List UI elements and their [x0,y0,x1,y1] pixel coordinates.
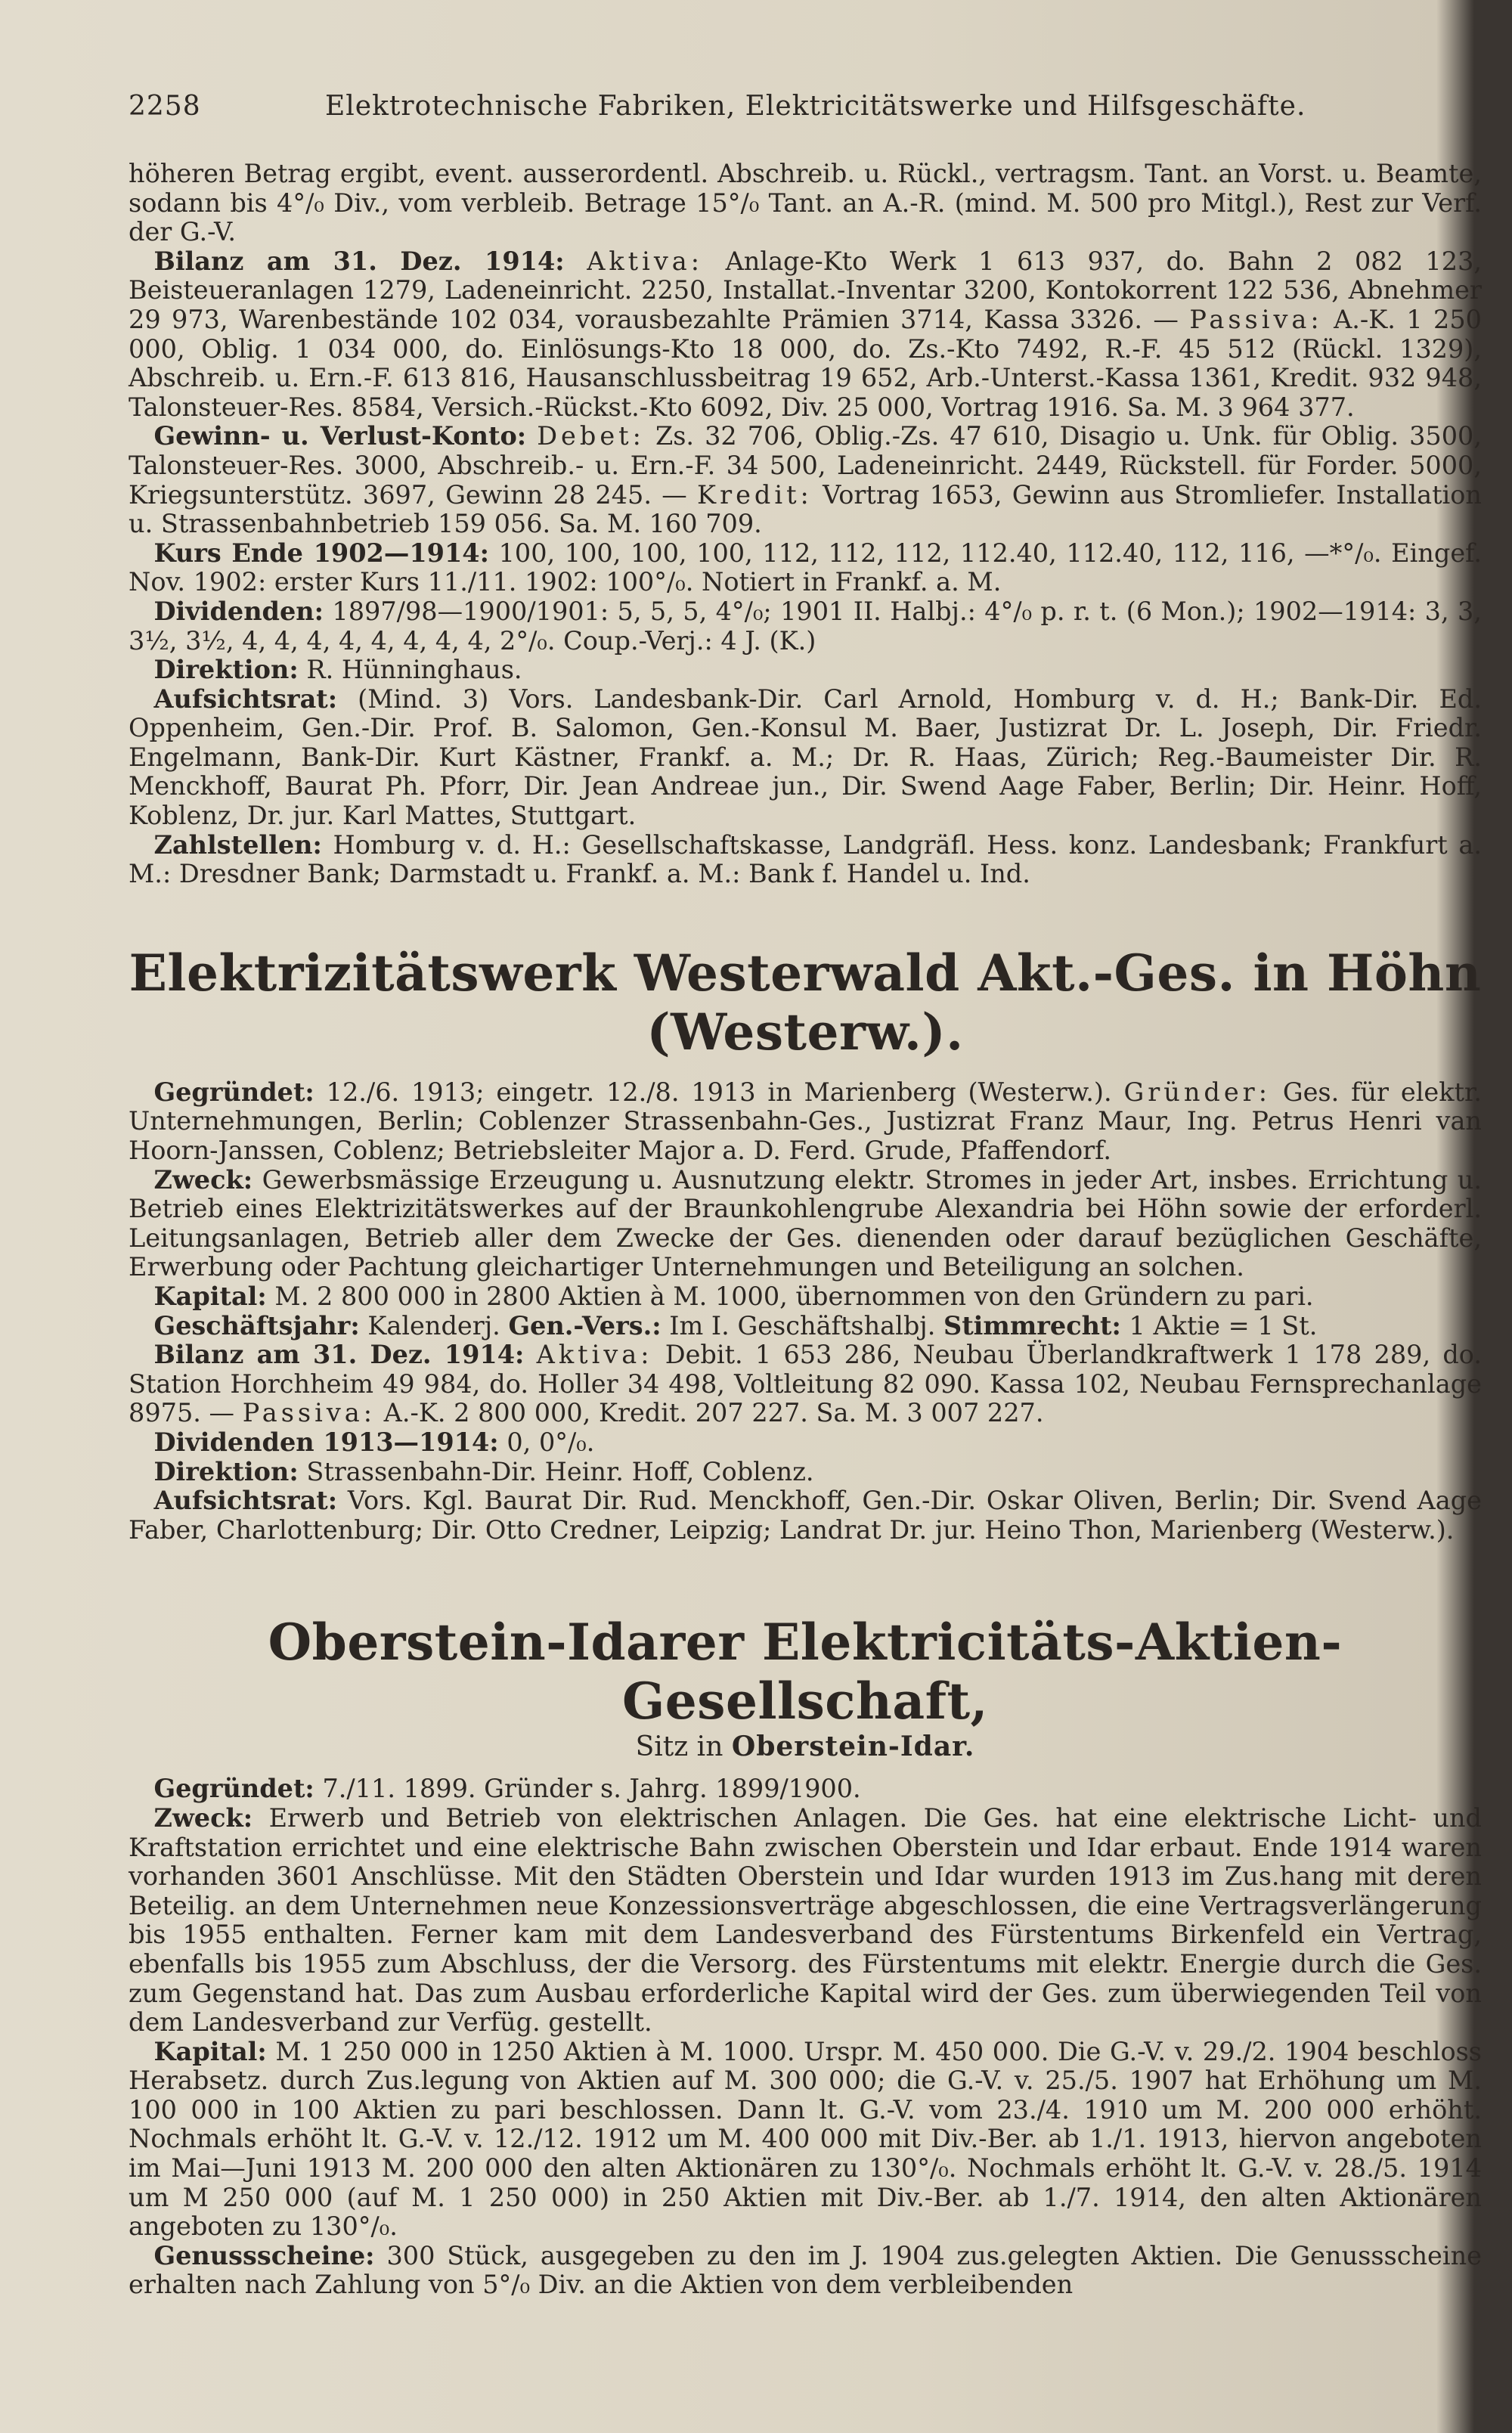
price-label: Kurs Ende 1902—1914: [153,538,489,568]
running-title: Elektrotechnische Fabriken, Elektricitätswerke und Hilfsgeschäfte. [325,91,1306,122]
westerwald-founded-paragraph [129,1078,1482,1166]
founders-label: Gründer: [1123,1077,1271,1107]
assets-text: Anlage-Kto Werk 1 613 937, do. Bahn 2 082 123, Beisteueranlagen 1279, Ladeneinricht. 2250, Installat.-Inventar 3200, Kontokorrent 122 536, Abnehmer 29 973, Warenbestände 102 034, vorausbezahlte Prämien 3714, Kassa 3326. — [129,246,1483,334]
dividends-paragraph [129,597,1482,656]
capital-text: M. 2 800 000 in 2800 Aktien à M. 1000, übernommen von den Gründern zu pari. [274,1282,1314,1311]
westerwald-balance-paragraph [129,1340,1482,1428]
dividends-label: Dividenden 1913—1914: [153,1427,499,1457]
dividends-text: 0, 0°/₀. [507,1427,595,1457]
founded-label: Gegründet: [153,1774,314,1804]
westerwald-entry [129,1078,1482,1545]
founders-text: Ges. für elektr. Unternehmungen, Berlin; Coblenzer Strassenbahn-Ges., Justizrat Franz Maur, Ing. Petrus Henri van Hoorn-Janssen, Coblenz; Betriebsleiter Major a. D. Ferd. Grude, Pfaffendorf. [129,1077,1482,1166]
business-year-label: Geschäftsjahr: [153,1310,360,1340]
liabilities-label: Passiva: [1189,304,1323,334]
liabilities-label: Passiva: [242,1398,376,1428]
general-meeting-label: Gen.-Vers.: [508,1310,662,1340]
credit-text: Vortrag 1653, Gewinn aus Stromliefer. Installation u. Strassenbahnbetrieb 159 056. Sa. M. 160 709. [129,479,1483,539]
westerwald-company-title: Elektrizitätswerk Westerwald Akt.-Ges. in Höhn (Westerw.). [129,943,1482,1062]
management-paragraph [129,656,1482,685]
general-meeting-text: Im I. Geschäftshalbj. [669,1310,936,1340]
oberstein-purpose-paragraph [129,1804,1482,2038]
oberstein-capital-paragraph [129,2038,1482,2242]
voting-right-text: 1 Aktie = 1 St. [1129,1310,1318,1340]
capital-text: M. 1 250 000 in 1250 Aktien à M. 1000. Urspr. M. 450 000. Die G.-V. v. 29./2. 1904 beschloss Herabsetz. durch Zus.legung von Aktien auf M. 300 000; die G.-V. v. 25./5. 1907 hat Erhöhung um M. 100 000 in 100 Aktien zu pari beschlossen. Dann lt. G.-V. vom 23./4. 1910 um M. 200 000 erhöht. Nochmals erhöht lt. G.-V. v. 12./12. 1912 um M. 400 000 mit Div.-Ber. ab 1./1. 1913, hiervon angeboten im Mai—Juni 1913 M. 200 000 den alten Aktionären zu 130°/₀. Nochmals erhöht lt. G.-V. v. 28./5. 1914 um M 250 000 (auf M. 1 250 000) in 250 Aktien mit Div.-Ber. ab 1./7. 1914, den alten Aktionären angeboten zu 130°/₀. [129,2036,1482,2242]
supervisory-board-label: Aufsichtsrat: [153,683,338,714]
assets-label: Aktiva: [536,1340,653,1370]
capital-label: Kapital: [153,1282,267,1311]
westerwald-business-year-paragraph [129,1312,1482,1341]
price-paragraph [129,539,1482,597]
assets-text: Debit. 1 653 286, Neubau Überlandkraftwerk 1 178 289, do. Station Horchheim 49 984, do. Holler 34 498, Voltleitung 82 090. Kassa 102, Neubau Fernsprechanlage 8975. — [129,1340,1483,1428]
profit-shares-text: 300 Stück, ausgegeben zu den im J. 1904 zus.gelegten Aktien. Die Genussscheine erhalten nach Zahlung von 5°/₀ Div. an die Aktien von dem verbleibenden [129,2240,1482,2300]
previous-entry-continuation [129,160,1482,889]
founded-label: Gegründet: [153,1077,314,1107]
purpose-text: Gewerbsmässige Erzeugung u. Ausnutzung elektr. Stromes in jeder Art, insbes. Errichtung u. Betrieb eines Elektrizitätswerkes auf der Braunkohlengrube Alexandria bei Höhn sowie der erforderl. Leitungsanlagen, Betrieb aller dem Zwecke der Ges. dienenden oder darauf bezüglichen Geschäfte, Erwerbung oder Pachtung gleichartiger Unternehmungen und Beteiligung an solchen. [129,1164,1483,1282]
purpose-text: Erwerb und Betrieb von elektrischen Anlagen. Die Ges. hat eine elektrische Licht- und Kraftstation errichtet und eine elektrische Bahn zwischen Oberstein und Idar erbaut. Ende 1914 waren vorhanden 3601 Anschlüsse. Mit den Städten Oberstein und Idar wurden 1913 im Zus.hang mit deren Beteilig. an dem Unternehmen neue Konzessionsverträge abgeschlossen, die eine Vertragsverlängerung bis 1955 enthalten. Ferner kam mit dem Landesverband des Fürstentums Birkenfeld ein Vertrag, ebenfalls bis 1955 zum Abschluss, der die Versorg. des Fürstentums mit elektr. Energie durch die Ges. zum Gegenstand hat. Das zum Ausbau erforderliche Kapital wird der Ges. zum überwiegenden Teil von dem Landesverband zur Verfüg. gestellt. [129,1802,1482,2038]
paying-agents-text: Homburg v. d. H.: Gesellschaftskasse, Landgräfl. Hess. konz. Landesbank; Frankfurt a. M.: Dresdner Bank; Darmstadt u. Frankf. a. M.: Bank f. Handel u. Ind. [129,829,1482,889]
oberstein-profit-shares-paragraph [129,2242,1482,2300]
purpose-label: Zweck: [153,1164,253,1195]
assets-label: Aktiva: [587,246,704,276]
management-label: Direktion: [153,655,299,685]
balance-sheet-paragraph [129,247,1482,423]
founded-text: 12./6. 1913; eingetr. 12./8. 1913 in Marienberg (Westerw.). [326,1077,1112,1107]
debit-text: Zs. 32 706, Oblig.-Zs. 47 610, Disagio u. Unk. für Oblig. 3500, Talonsteuer-Res. 3000, Abschreib.- u. Ern.-F. 34 500, Ladeneinricht. 2449, Rückstell. für Forder. 5000, Kriegsunterstütz. 3697, Gewinn 28 245. — [129,421,1482,510]
westerwald-purpose-paragraph [129,1166,1482,1282]
page-number: 2258 [129,91,201,122]
debit-label: Debet: [537,421,645,451]
page-header [129,91,1482,122]
westerwald-capital-paragraph [129,1282,1482,1312]
profit-loss-label: Gewinn- u. Verlust-Konto: [153,421,527,451]
supervisory-board-text: Vors. Kgl. Baurat Dir. Rud. Menckhoff, Gen.-Dir. Oskar Oliven, Berlin; Dir. Svend Aage Faber, Charlottenburg; Dir. Otto Credner, Leipzig; Landrat Dr. jur. Heino Thon, Marienberg (Westerw.). [129,1486,1482,1545]
liabilities-text: A.-K. 1 250 000, Oblig. 1 034 000, do. Einlösungs-Kto 18 000, do. Zs.-Kto 7492, R.-F. 45 512 (Rückl. 1329), Abschreib. u. Ern.-F. 613 816, Hausanschlussbeitrag 19 652, Arb.-Unterst.-Kassa 1361, Kredit. 932 948, Talonsteuer-Res. 8584, Versich.-Rückst.-Kto 6092, Div. 25 000, Vortrag 1916. Sa. M. 3 964 377. [129,304,1482,422]
voting-right-label: Stimmrecht: [943,1310,1121,1340]
profit-shares-label: Genussscheine: [153,2240,375,2270]
profit-loss-paragraph [129,422,1482,538]
oberstein-founded-paragraph [129,1774,1482,1804]
business-year-text: Kalenderj. [367,1310,500,1340]
capital-label: Kapital: [153,2036,267,2066]
paying-agents-label: Zahlstellen: [153,829,322,860]
oberstein-entry [129,1774,1482,2300]
balance-label: Bilanz am 31. Dez. 1914: [153,1340,525,1370]
supervisory-board-paragraph [129,685,1482,831]
founded-text: 7./11. 1899. Gründer s. Jahrg. 1899/1900. [322,1774,861,1804]
liabilities-text: A.-K. 2 800 000, Kredit. 207 227. Sa. M. 3 007 227. [383,1398,1044,1428]
credit-label: Kredit: [697,479,813,510]
price-text: 100, 100, 100, 100, 112, 112, 112, 112.40, 112.40, 112, 116, —*°/₀. Eingef. Nov. 1902: erster Kurs 11./11. 1902: 100°/₀. Notiert in Frankf. a. M. [129,538,1483,597]
dividends-text: 1897/98—1900/1901: 5, 5, 5, 4°/₀; 1901 II. Halbj.: 4°/₀ p. r. t. (6 Mon.); 1902—1914: 3, 3, 3½, 3½, 4, 4, 4, 4, 4, 4, 4, 4, 2°/₀. Coup.-Verj.: 4 J. (K.) [129,596,1482,656]
supervisory-board-label: Aufsichtsrat: [153,1486,338,1516]
management-text: R. Hünninghaus. [306,655,522,685]
westerwald-management-paragraph [129,1458,1482,1487]
seat-prefix: Sitz in [635,1731,723,1763]
management-label: Direktion: [153,1456,299,1486]
purpose-label: Zweck: [153,1802,253,1833]
westerwald-dividends-paragraph [129,1428,1482,1458]
oberstein-seat-line [129,1731,1482,1762]
seat-place: Oberstein-Idar. [731,1731,975,1763]
profit-distribution-text: höheren Betrag ergibt, event. ausserordentl. Abschreib. u. Rückl., vertragsm. Tant. an Vorst. u. Beamte, sodann bis 4°/₀ Div., vom verbleib. Betrage 15°/₀ Tant. an A.-R. (mind. M. 500 pro Mitgl.), Rest zur Verf. der G.-V. [129,159,1482,247]
westerwald-supervisory-board-paragraph [129,1486,1482,1545]
management-text: Strassenbahn-Dir. Heinr. Hoff, Coblenz. [306,1456,814,1486]
supervisory-board-text: (Mind. 3) Vors. Landesbank-Dir. Carl Arnold, Homburg v. d. H.; Bank-Dir. Ed. Oppenheim, Gen.-Dir. Prof. B. Salomon, Gen.-Konsul M. Baer, Justizrat Dr. L. Joseph, Dir. Friedr. Engelmann, Bank-Dir. Kurt Kästner, Frankf. a. M.; Dr. R. Haas, Zürich; Reg.-Baumeister Dir. R. Menckhoff, Baurat Ph. Pforr, Dir. Jean Andreae jun., Dir. Swend Aage Faber, Berlin; Dir. Heinr. Hoff, Koblenz, Dr. jur. Karl Mattes, Stuttgart. [129,683,1482,831]
oberstein-company-title: Oberstein-Idarer Elektricitäts-Aktien-Gesellschaft, [268,1613,1343,1731]
dividends-label: Dividenden: [153,596,324,626]
balance-label: Bilanz am 31. Dez. 1914: [153,246,565,276]
paying-agents-paragraph [129,831,1482,889]
